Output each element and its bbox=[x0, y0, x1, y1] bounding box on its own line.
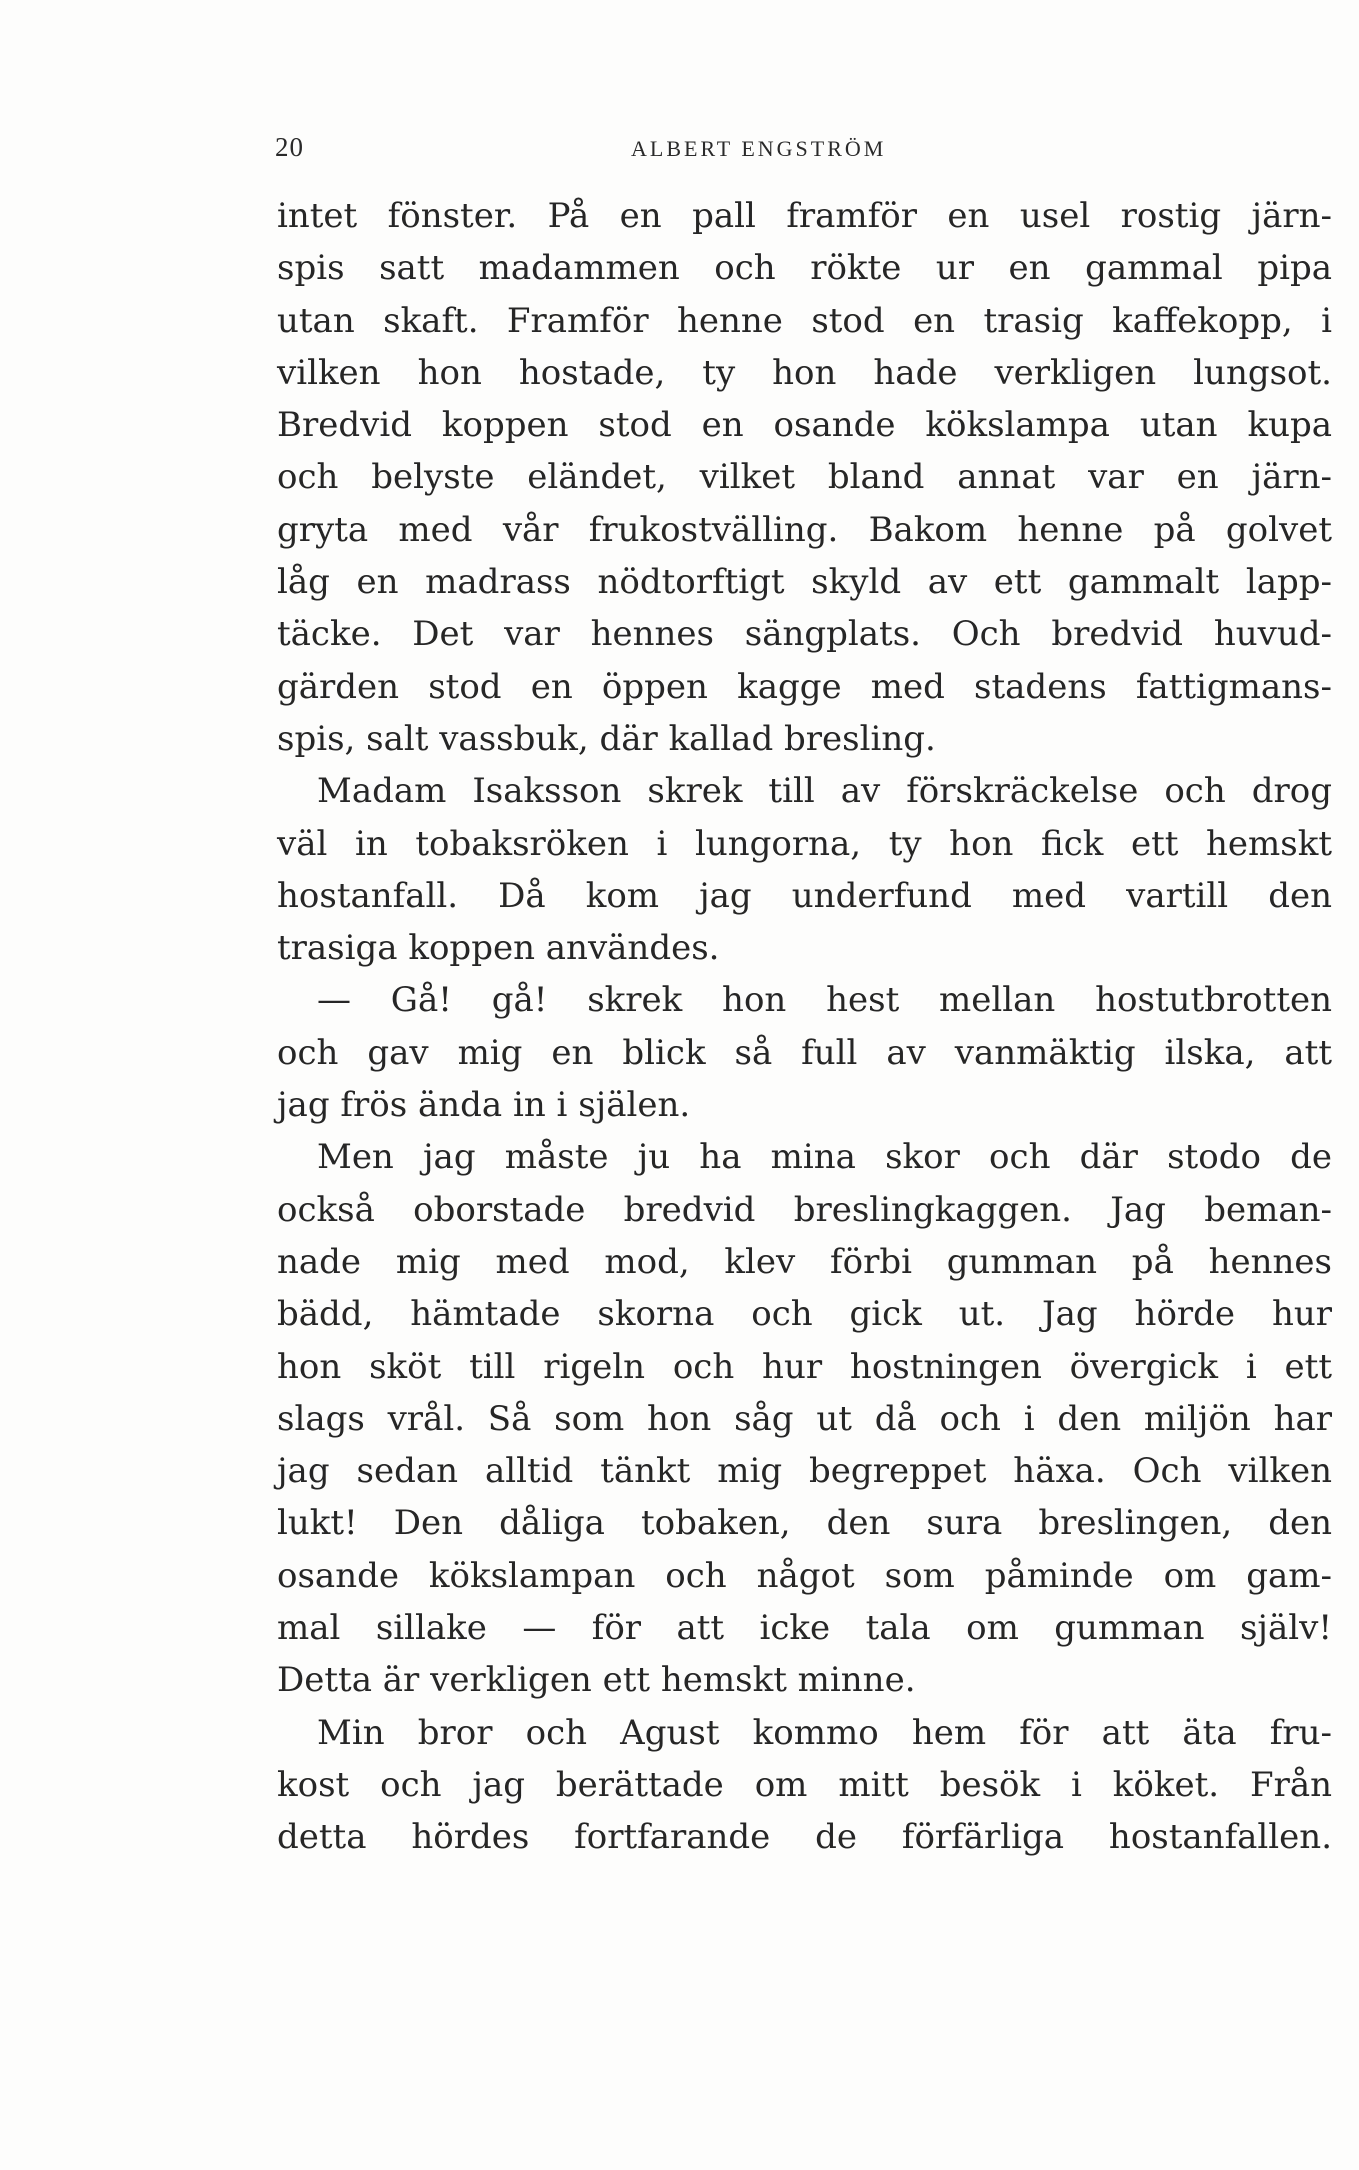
text-line: — Gå! gå! skrek hon hest mellan hostutbrotten bbox=[317, 980, 1332, 1021]
text-line: intet fönster. På en pall framför en usel rostig järn- bbox=[277, 196, 1332, 236]
page-header bbox=[275, 132, 1075, 172]
text-line: nade mig med mod, klev förbi gumman på hennes bbox=[277, 1241, 1332, 1282]
text-line: trasiga koppen användes. bbox=[277, 928, 720, 969]
text-line: Madam Isaksson skrek till av förskräckelse och drog bbox=[317, 771, 1332, 812]
text-line: Detta är verkligen ett hemskt minne. bbox=[277, 1660, 916, 1701]
text-line: och belyste eländet, vilket bland annat var en järn- bbox=[277, 457, 1332, 498]
text-line: Men jag måste ju ha mina skor och där stodo de bbox=[317, 1137, 1332, 1178]
text-line: osande kökslampan och något som påminde om gam- bbox=[277, 1555, 1332, 1596]
text-line: gärden stod en öppen kagge med stadens fattigmans- bbox=[277, 666, 1332, 707]
text-line: lukt! Den dåliga tobaken, den sura breslingen, den bbox=[277, 1503, 1332, 1544]
text-line: Min bror och Agust kommo hem för att äta fru- bbox=[317, 1712, 1332, 1753]
body-text bbox=[277, 190, 1332, 1864]
text-line: mal sillake — för att icke tala om gumman själv! bbox=[277, 1608, 1332, 1649]
page-number: 20 bbox=[275, 132, 304, 162]
text-line: spis satt madammen och rökte ur en gammal pipa bbox=[277, 248, 1332, 289]
text-line: vilken hon hostade, ty hon hade verkligen lungsot. bbox=[277, 352, 1332, 393]
text-line: och gav mig en blick så full av vanmäktig ilska, att bbox=[277, 1032, 1332, 1073]
text-line: också oborstade bredvid breslingkaggen. Jag beman- bbox=[277, 1189, 1332, 1230]
text-line: Bredvid koppen stod en osande kökslampa utan kupa bbox=[277, 405, 1332, 446]
text-line: spis, salt vassbuk, där kallad bresling. bbox=[277, 718, 936, 759]
text-line: kost och jag berättade om mitt besök i köket. Från bbox=[277, 1764, 1332, 1805]
text-line: jag frös ända in i själen. bbox=[277, 1085, 691, 1126]
text-line: slags vrål. Så som hon såg ut då och i den miljön har bbox=[277, 1398, 1332, 1439]
text-line: gryta med vår frukostvälling. Bakom henne på golvet bbox=[277, 509, 1332, 550]
text-line: hostanfall. Då kom jag underfund med vartill den bbox=[277, 875, 1332, 916]
text-line: täcke. Det var hennes sängplats. Och bredvid huvud- bbox=[277, 614, 1332, 655]
text-line: låg en madrass nödtorftigt skyld av ett gammalt lapp- bbox=[277, 562, 1332, 603]
text-line: detta hördes fortfarande de förfärliga hostanfallen. bbox=[277, 1817, 1332, 1858]
text-line: hon sköt till rigeln och hur hostningen övergick i ett bbox=[277, 1346, 1332, 1387]
text-line: bädd, hämtade skorna och gick ut. Jag hörde hur bbox=[277, 1294, 1332, 1335]
text-line: utan skaft. Framför henne stod en trasig kaffekopp, i bbox=[277, 300, 1332, 341]
text-line: jag sedan alltid tänkt mig begreppet häxa. Och vilken bbox=[277, 1451, 1332, 1492]
text-line: väl in tobaksröken i lungorna, ty hon fick ett hemskt bbox=[277, 823, 1332, 864]
running-head: ALBERT ENGSTRÖM bbox=[631, 136, 887, 161]
